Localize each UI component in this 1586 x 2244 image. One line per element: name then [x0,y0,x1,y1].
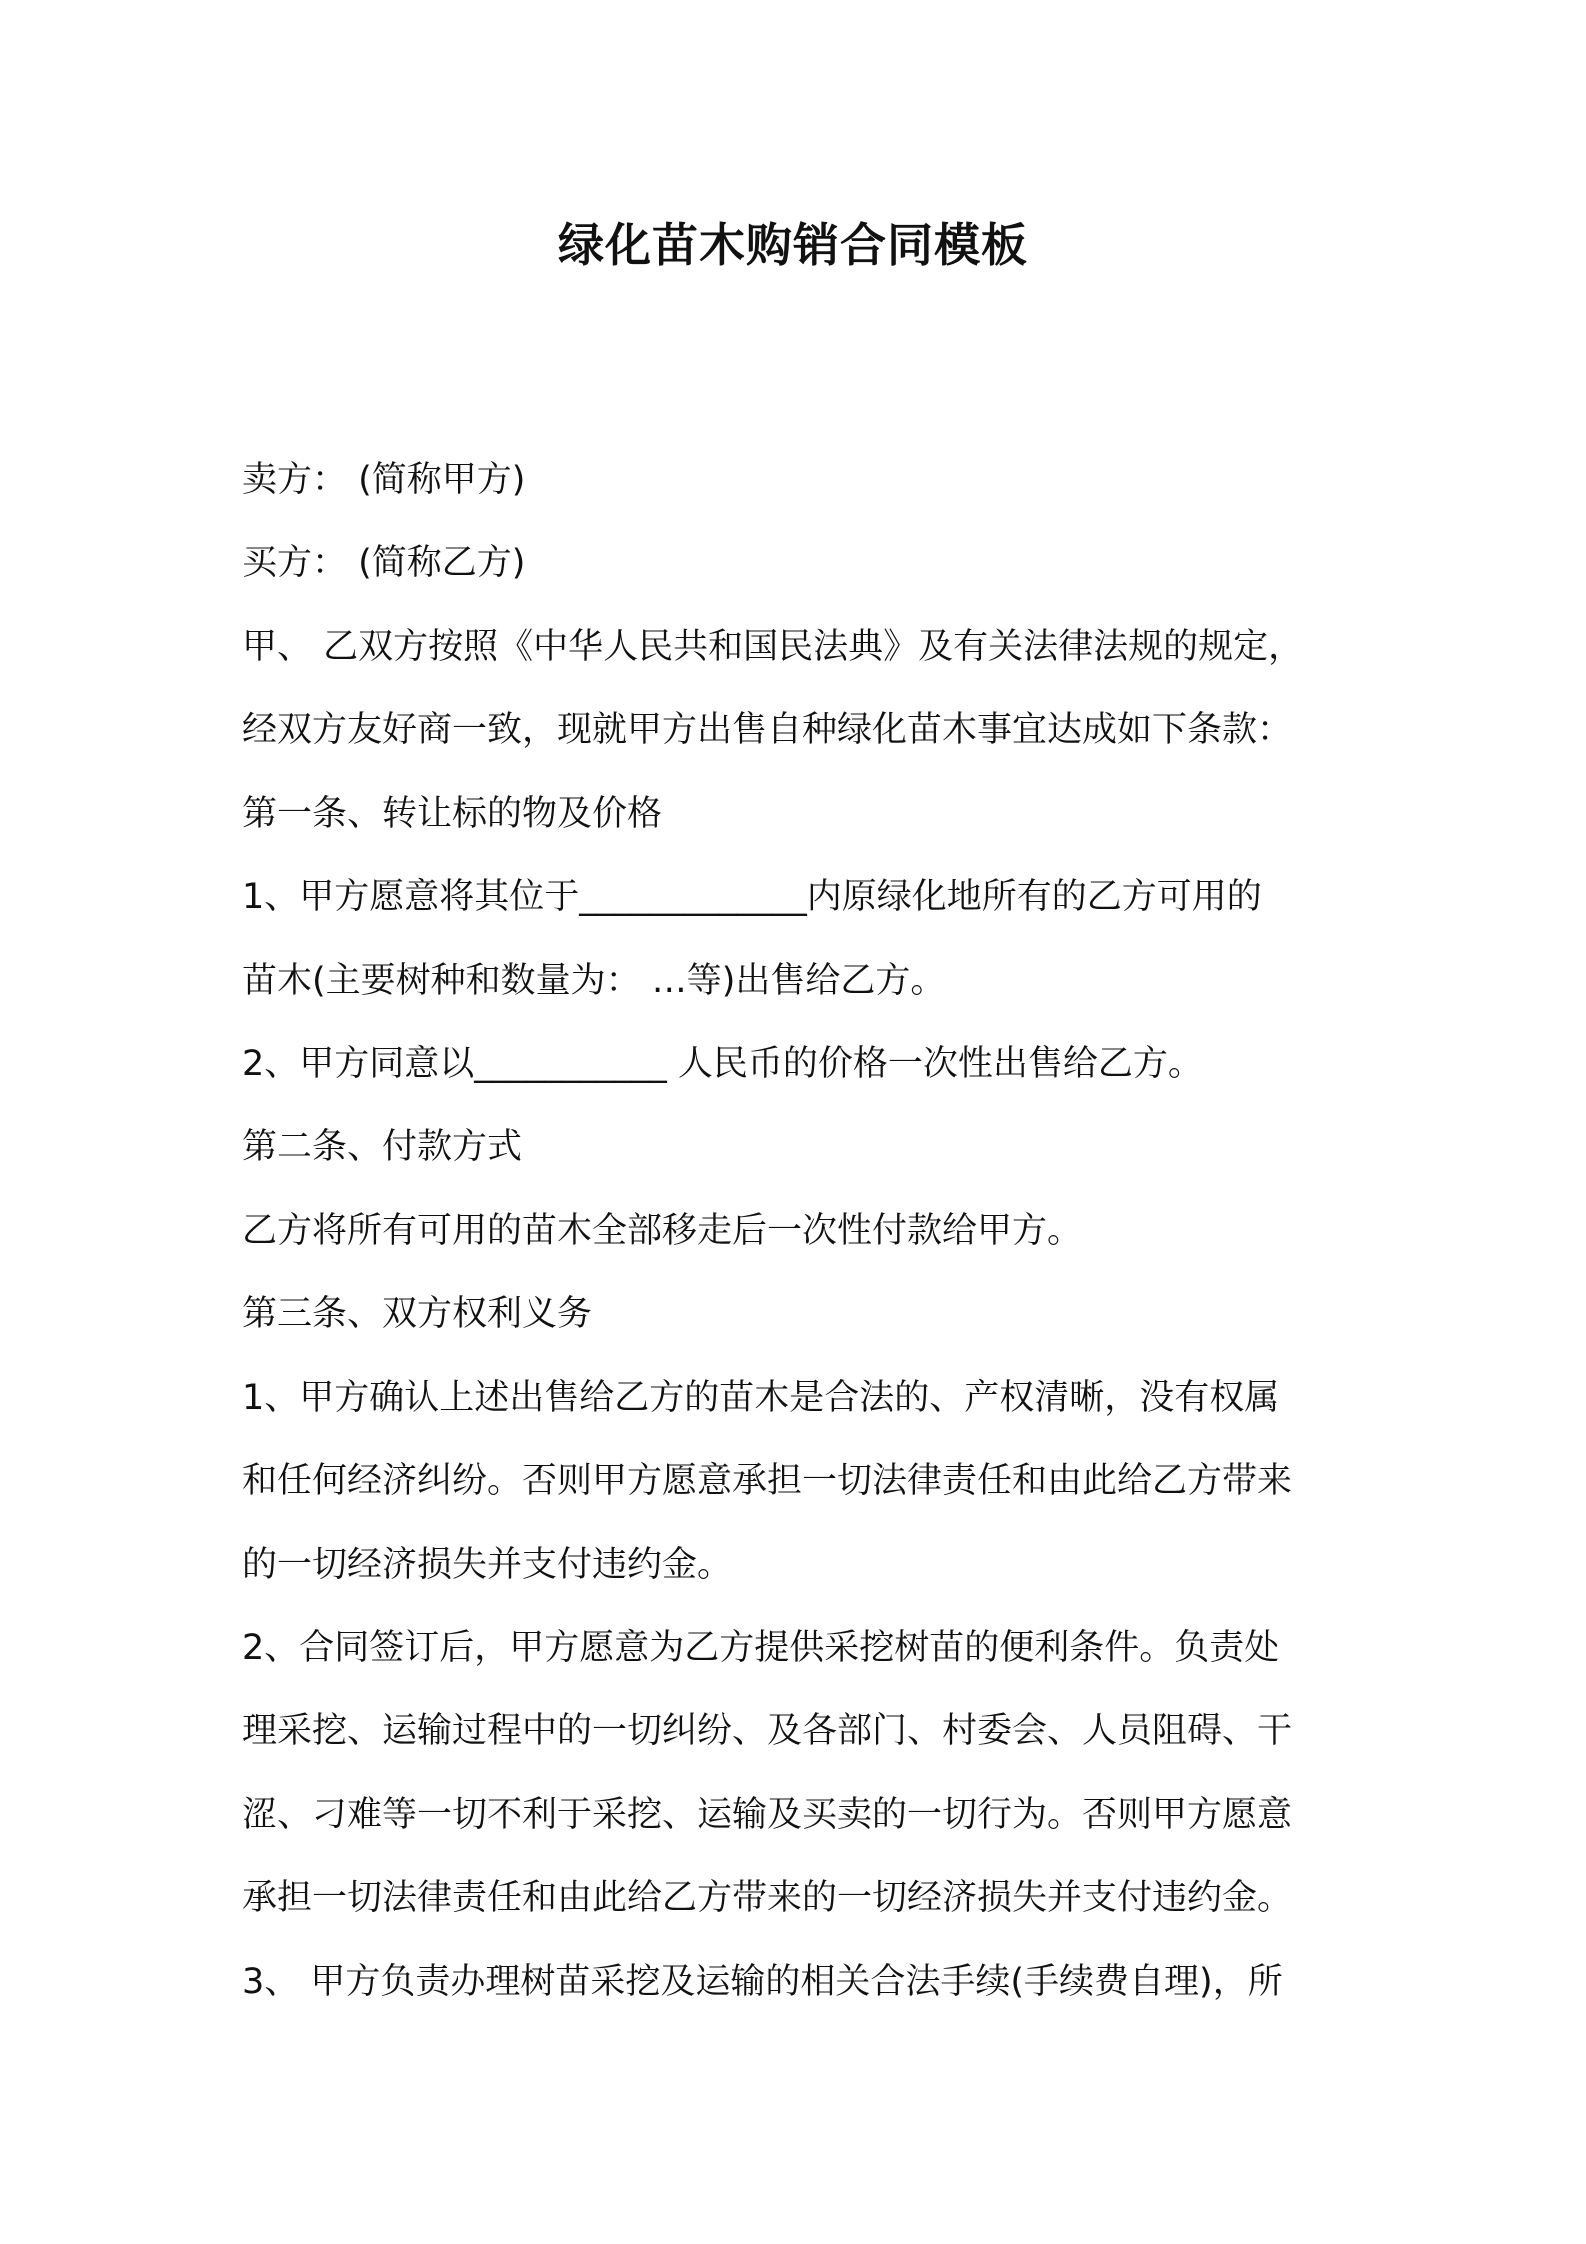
paragraph-line: 经双方友好商一致，现就甲方出售自种绿化苗木事宜达成如下条款： [242,710,1293,750]
paragraph-line: 1、甲方愿意将其位于_____________内原绿化地所有的乙方可用的 [242,877,1262,917]
paragraph-line: 2、合同签订后，甲方愿意为乙方提供采挖树苗的便利条件。负责处 [242,1628,1280,1668]
buyer-line: 买方： (简称乙方) [242,543,526,583]
article-heading: 第二条、付款方式 [242,1127,523,1167]
document-title: 绿化苗木购销合同模板 [558,218,1028,272]
seller-line: 卖方： (简称甲方) [242,460,526,500]
article-heading: 第三条、双方权利义务 [242,1294,593,1334]
paragraph-line: 的一切经济损失并支付违约金。 [242,1545,733,1585]
paragraph-line: 1、甲方确认上述出售给乙方的苗木是合法的、产权清晰，没有权属 [242,1378,1280,1418]
paragraph-line: 苗木(主要树种和数量为： …等)出售给乙方。 [242,961,946,1001]
paragraph-line: 承担一切法律责任和由此给乙方带来的一切经济损失并支付违约金。 [242,1878,1293,1918]
paragraph-line: 2、甲方同意以___________ 人民币的价格一次性出售给乙方。 [242,1044,1203,1084]
article-heading: 第一条、转让标的物及价格 [242,794,663,834]
paragraph-line: 3、 甲方负责办理树苗采挖及运输的相关合法手续(手续费自理)，所 [242,1962,1283,2002]
paragraph-line: 涩、刁难等一切不利于采挖、运输及买卖的一切行为。否则甲方愿意 [242,1795,1293,1835]
paragraph-line: 理采挖、运输过程中的一切纠纷、及各部门、村委会、人员阻碍、干 [242,1711,1293,1751]
paragraph-line: 甲、 乙双方按照《中华人民共和国民法典》及有关法律法规的规定， [242,627,1304,667]
paragraph-line: 乙方将所有可用的苗木全部移走后一次性付款给甲方。 [242,1211,1083,1251]
paragraph-line: 和任何经济纠纷。否则甲方愿意承担一切法律责任和由此给乙方带来 [242,1461,1293,1501]
